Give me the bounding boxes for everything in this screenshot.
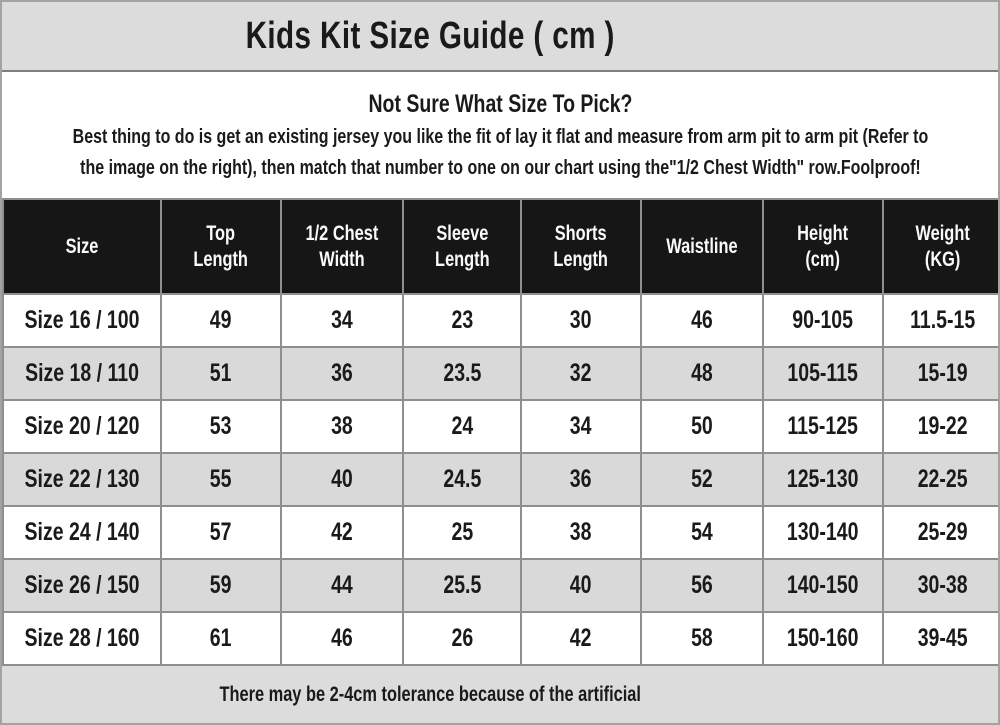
value-cell — [883, 506, 1000, 559]
cell-text: 115-125 — [787, 412, 859, 440]
value-cell — [641, 347, 763, 400]
value-cell — [883, 453, 1000, 506]
value-cell — [403, 294, 521, 347]
column-header-line: Length — [553, 247, 609, 271]
column-header-line: Length — [193, 247, 249, 271]
value-cell — [281, 453, 403, 506]
column-header-line: Weight — [915, 221, 971, 245]
size-label-cell — [3, 400, 161, 453]
value-cell — [161, 400, 281, 453]
cell-text: Size 20 / 120 — [24, 412, 140, 440]
value-cell — [883, 559, 1000, 612]
column-header-line: Length — [434, 247, 490, 271]
cell-text: 44 — [331, 571, 353, 599]
cell-text: 55 — [210, 465, 232, 493]
cell-text: 19-22 — [918, 412, 968, 440]
value-cell — [763, 612, 883, 665]
cell-text: 32 — [570, 359, 592, 387]
value-cell — [403, 612, 521, 665]
cell-text: 39-45 — [918, 624, 968, 652]
page-title: Kids Kit Size Guide ( cm ) — [245, 14, 615, 57]
column-header — [641, 199, 763, 294]
cell-text: 42 — [331, 518, 353, 546]
cell-text: 54 — [691, 518, 713, 546]
column-header — [403, 199, 521, 294]
cell-text: 24.5 — [443, 465, 481, 493]
cell-text: 23 — [451, 306, 473, 334]
cell-text: 34 — [570, 412, 592, 440]
cell-text: 56 — [691, 571, 713, 599]
column-header-line: Sleeve — [436, 221, 488, 245]
cell-text: 150-160 — [787, 624, 859, 652]
cell-text: 59 — [210, 571, 232, 599]
value-cell — [521, 612, 641, 665]
value-cell — [403, 347, 521, 400]
cell-text: 24 — [451, 412, 473, 440]
value-cell — [641, 612, 763, 665]
cell-text: 15-19 — [918, 359, 968, 387]
cell-text: 36 — [570, 465, 592, 493]
size-label-cell — [3, 506, 161, 559]
cell-text: Size 24 / 140 — [24, 518, 140, 546]
size-table-body — [3, 294, 1000, 665]
column-header — [161, 199, 281, 294]
value-cell — [641, 453, 763, 506]
cell-text: 140-150 — [787, 571, 859, 599]
value-cell — [641, 400, 763, 453]
column-header — [763, 199, 883, 294]
cell-text: Size 16 / 100 — [24, 306, 140, 334]
cell-text: 52 — [691, 465, 713, 493]
value-cell — [403, 506, 521, 559]
value-cell — [641, 294, 763, 347]
value-cell — [763, 347, 883, 400]
value-cell — [403, 453, 521, 506]
value-cell — [161, 347, 281, 400]
intro-text-line-2: the image on the right), then match that number to one on our chart using the"1/2 Chest Width" row.Foolproof! — [79, 155, 921, 179]
cell-text: 57 — [210, 518, 232, 546]
value-cell — [281, 294, 403, 347]
column-header-line: 1/2 Chest — [305, 221, 379, 245]
table-row — [3, 453, 1000, 506]
cell-text: 42 — [570, 624, 592, 652]
value-cell — [161, 453, 281, 506]
value-cell — [403, 400, 521, 453]
table-row — [3, 347, 1000, 400]
column-header — [281, 199, 403, 294]
table-row — [3, 559, 1000, 612]
cell-text: 38 — [570, 518, 592, 546]
size-label-cell — [3, 559, 161, 612]
value-cell — [521, 559, 641, 612]
cell-text: 23.5 — [443, 359, 481, 387]
cell-text: Size 28 / 160 — [24, 624, 140, 652]
cell-text: 53 — [210, 412, 232, 440]
size-table-header — [3, 199, 1000, 294]
value-cell — [763, 559, 883, 612]
cell-text: 36 — [331, 359, 353, 387]
column-header-line: Size — [65, 234, 99, 258]
value-cell — [161, 559, 281, 612]
cell-text: 11.5-15 — [910, 306, 976, 334]
table-row — [3, 506, 1000, 559]
intro-text-line-1: Best thing to do is get an existing jersey you like the fit of lay it flat and measure from arm pit to arm pit (Refer to — [72, 125, 928, 148]
header-row — [3, 199, 1000, 294]
value-cell — [883, 612, 1000, 665]
cell-text: 30-38 — [918, 571, 968, 599]
cell-text: 125-130 — [787, 465, 859, 493]
value-cell — [403, 559, 521, 612]
tolerance-note: There may be 2-4cm tolerance because of the artificial — [219, 682, 641, 706]
cell-text: Size 18 / 110 — [25, 359, 139, 387]
cell-text: 38 — [331, 412, 353, 440]
cell-text: 105-115 — [787, 359, 859, 387]
title-bar — [2, 2, 998, 72]
value-cell — [763, 506, 883, 559]
cell-text: 48 — [691, 359, 713, 387]
value-cell — [641, 506, 763, 559]
cell-text: 130-140 — [787, 518, 859, 546]
intro-section — [2, 72, 998, 198]
cell-text: 25 — [451, 518, 473, 546]
column-header-line: (KG) — [925, 247, 961, 271]
cell-text: 46 — [691, 306, 713, 334]
cell-text: 30 — [570, 306, 592, 334]
value-cell — [763, 400, 883, 453]
value-cell — [763, 294, 883, 347]
column-header-line: Shorts — [555, 221, 607, 245]
column-header-line: (cm) — [805, 247, 841, 271]
value-cell — [281, 347, 403, 400]
column-header — [521, 199, 641, 294]
size-label-cell — [3, 294, 161, 347]
value-cell — [521, 347, 641, 400]
value-cell — [281, 400, 403, 453]
cell-text: 25.5 — [443, 571, 481, 599]
cell-text: 25-29 — [918, 518, 968, 546]
cell-text: 22-25 — [918, 465, 968, 493]
value-cell — [521, 453, 641, 506]
value-cell — [281, 559, 403, 612]
column-header — [3, 199, 161, 294]
cell-text: 40 — [331, 465, 353, 493]
size-label-cell — [3, 453, 161, 506]
table-row — [3, 400, 1000, 453]
cell-text: 40 — [570, 571, 592, 599]
column-header — [883, 199, 1000, 294]
cell-text: 49 — [210, 306, 232, 334]
value-cell — [521, 400, 641, 453]
value-cell — [161, 294, 281, 347]
value-cell — [281, 506, 403, 559]
value-cell — [281, 612, 403, 665]
value-cell — [641, 559, 763, 612]
value-cell — [161, 506, 281, 559]
size-label-cell — [3, 347, 161, 400]
value-cell — [883, 294, 1000, 347]
cell-text: Size 22 / 130 — [24, 465, 140, 493]
cell-text: Size 26 / 150 — [24, 571, 140, 599]
value-cell — [521, 506, 641, 559]
value-cell — [883, 400, 1000, 453]
value-cell — [883, 347, 1000, 400]
cell-text: 50 — [691, 412, 713, 440]
cell-text: 26 — [451, 624, 473, 652]
cell-text: 61 — [210, 624, 232, 652]
column-header-line: Width — [319, 247, 365, 271]
cell-text: 34 — [331, 306, 353, 334]
value-cell — [763, 453, 883, 506]
table-row — [3, 612, 1000, 665]
cell-text: 46 — [331, 624, 353, 652]
size-table — [2, 198, 1000, 666]
table-row — [3, 294, 1000, 347]
size-label-cell — [3, 612, 161, 665]
cell-text: 90-105 — [792, 306, 854, 334]
footer-bar — [2, 666, 998, 723]
column-header-line: Height — [797, 221, 849, 245]
column-header-line: Top — [206, 221, 236, 245]
intro-heading: Not Sure What Size To Pick? — [367, 90, 633, 118]
column-header-line: Waistline — [666, 234, 738, 258]
cell-text: 58 — [691, 624, 713, 652]
value-cell — [521, 294, 641, 347]
value-cell — [161, 612, 281, 665]
cell-text: 51 — [210, 359, 232, 387]
